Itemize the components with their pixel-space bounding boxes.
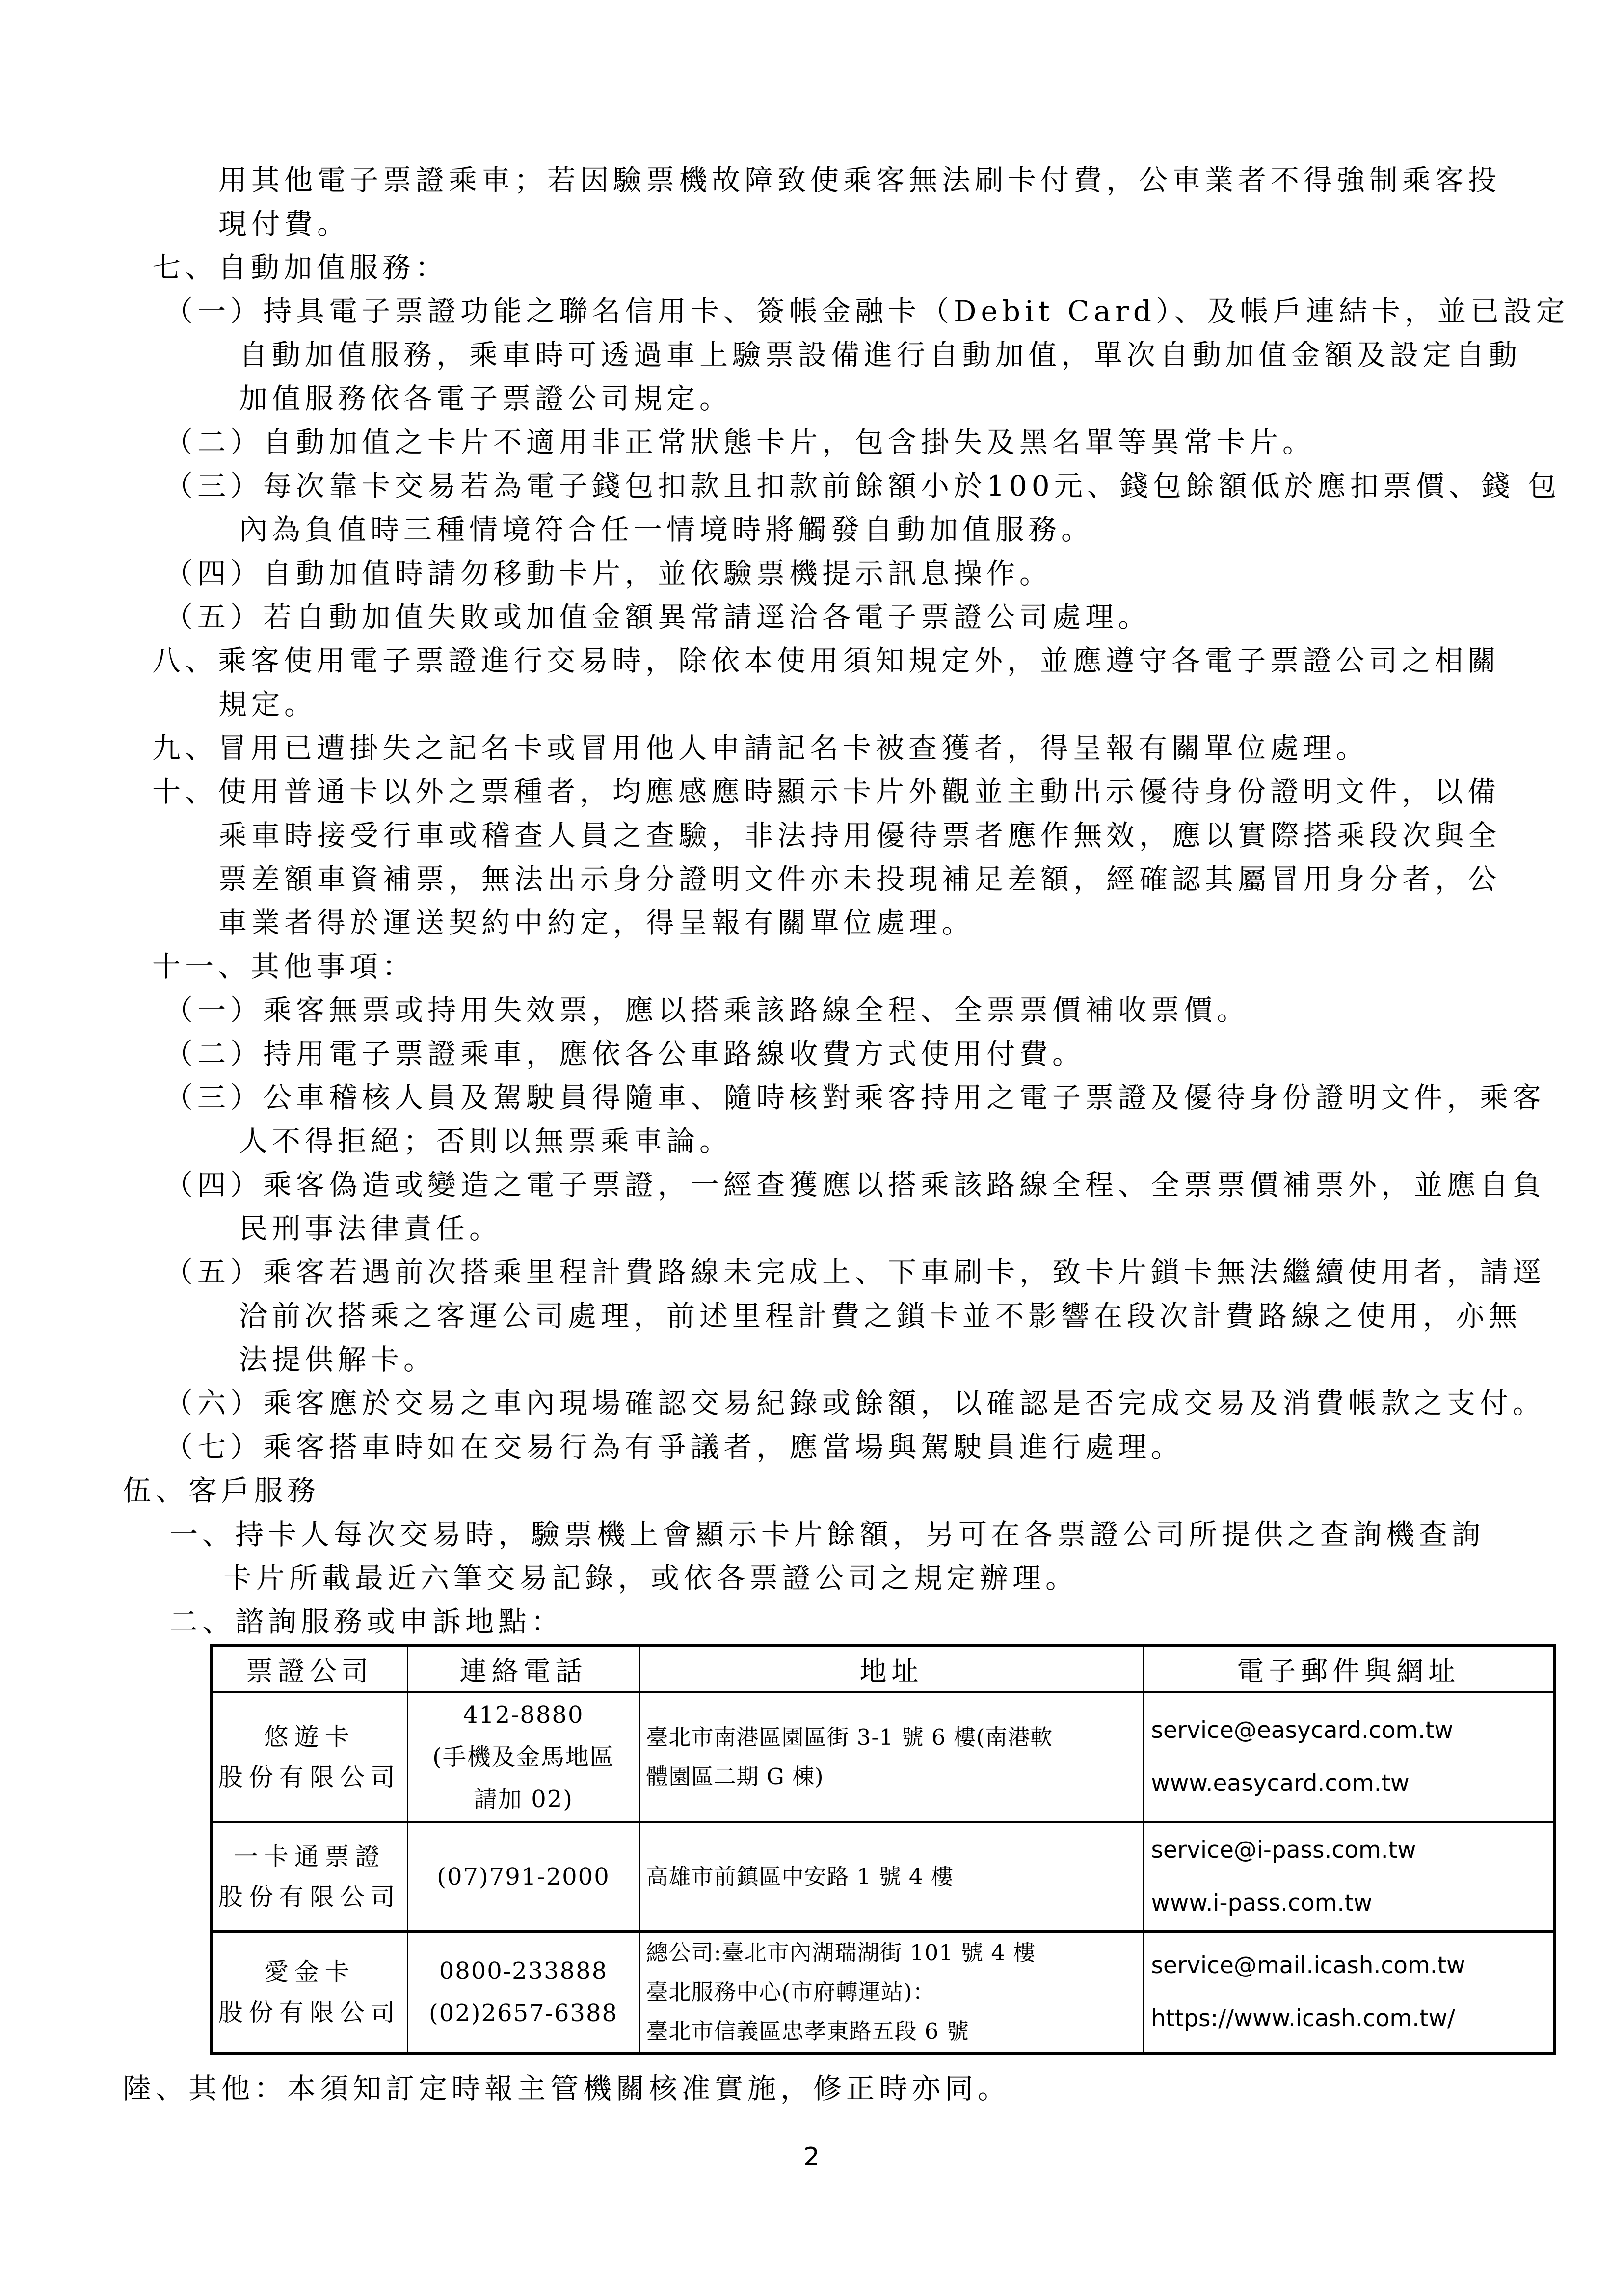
body-line: 一、持卡人每次交易時，驗票機上會顯示卡片餘額，另可在各票證公司所提供之查詢機查詢 [169,1518,1485,1551]
table-header-row [211,1645,1554,1692]
contact-table [210,1644,1556,2055]
cell-contacts [1144,1932,1554,2054]
body-line: 自動加值服務，乘車時可透過車上驗票設備進行自動加值，單次自動加值金額及設定自動 [239,338,1522,372]
page-number: 2 [803,2142,820,2172]
body-line: 民刑事法律責任。 [239,1212,503,1245]
body-line: 卡片所載最近六筆交易記錄，或依各票證公司之規定辦理。 [223,1561,1079,1595]
body-line: （二）自動加值之卡片不適用非正常狀態卡片，包含掛失及黑名單等異常卡片。 [164,426,1316,459]
body-line: （二）持用電子票證乘車，應依各公車路線收費方式使用付費。 [164,1037,1086,1070]
cell-address: 臺北市南港區園區街 3-1 號 6 樓(南港軟 體園區二期 G 棟) [639,1692,1144,1822]
email-text: service@easycard.com.tw [1151,1717,1453,1744]
cell-company: 悠遊卡 股份有限公司 [211,1692,407,1822]
body-line: （四）自動加值時請勿移動卡片，並依驗票機提示訊息操作。 [164,557,1053,590]
body-line: （一）持具電子票證功能之聯名信用卡、簽帳金融卡（Debit Card）、及帳戶連結卡，並已設定 [164,294,1570,328]
cell-contacts [1144,1822,1554,1932]
column-header-phone: 連絡電話 [407,1645,639,1692]
table-row [211,1822,1554,1932]
body-line: （一）乘客無票或持用失效票，應以搭乘該路線全程、全票票價補收票價。 [164,993,1250,1027]
table-row [211,1692,1554,1822]
url-text: https://www.icash.com.tw/ [1151,2005,1455,2032]
body-line: 車業者得於運送契約中約定，得呈報有關單位處理。 [218,906,975,939]
section-heading: 十一、其他事項： [152,950,416,983]
body-line: （五）乘客若遇前次搭乘里程計費路線未完成上、下車刷卡，致卡片鎖卡無法繼續使用者，請逕 [164,1255,1546,1289]
cell-contacts [1144,1692,1554,1822]
body-line: （三）公車稽核人員及駕駛員得隨車、隨時核對乘客持用之電子票證及優待身份證明文件，乘客 [164,1081,1546,1114]
section-heading: 七、自動加值服務： [152,251,449,284]
body-line: （四）乘客偽造或變造之電子票證，一經查獲應以搭乘該路線全程、全票票價補票外，並應自負 [164,1168,1546,1201]
column-header-address: 地址 [639,1645,1144,1692]
cell-phone: 412-8880 (手機及金馬地區 請加 02) [407,1692,639,1822]
cell-company: 一卡通票證 股份有限公司 [211,1822,407,1932]
body-line: （六）乘客應於交易之車內現場確認交易紀錄或餘額，以確認是否完成交易及消費帳款之支付。 [164,1387,1546,1420]
body-line: 法提供解卡。 [239,1343,437,1376]
body-line: 加值服務依各電子票證公司規定。 [239,382,733,415]
email-text: service@mail.icash.com.tw [1151,1952,1465,1979]
body-line: 乘車時接受行車或稽查人員之查驗，非法持用優待票者應作無效，應以實際搭乘段次與全 [218,819,1501,852]
body-line: 十、使用普通卡以外之票種者，均應感應時顯示卡片外觀並主動出示優待身份證明文件，以備 [152,775,1501,808]
body-line: （七）乘客搭車時如在交易行為有爭議者，應當場與駕駛員進行處理。 [164,1430,1184,1464]
table-row [211,1932,1554,2054]
body-line: 人不得拒絕；否則以無票乘車論。 [239,1124,733,1158]
body-line: 規定。 [218,688,318,721]
cell-phone: 0800-233888 (02)2657-6388 [407,1932,639,2054]
url-text: www.i-pass.com.tw [1151,1890,1373,1917]
body-line: 八、乘客使用電子票證進行交易時，除依本使用須知規定外，並應遵守各電子票證公司之相關 [152,644,1501,677]
body-line: 內為負值時三種情境符合任一情境時將觸發自動加值服務。 [239,513,1094,546]
body-line: （三）每次靠卡交易若為電子錢包扣款且扣款前餘額小於100元、錢包餘額低於應扣票價、錢 包 [164,469,1561,503]
cell-address: 總公司:臺北市內湖瑞湖街 101 號 4 樓 臺北服務中心(市府轉運站)： 臺北市信義區忠孝東路五段 6 號 [639,1932,1144,2054]
body-line: 九、冒用已遭掛失之記名卡或冒用他人申請記名卡被查獲者，得呈報有關單位處理。 [152,731,1369,765]
section-heading: 伍、客戶服務 [123,1474,320,1507]
cell-company: 愛金卡 股份有限公司 [211,1932,407,2054]
closing-line: 陸、其他：本須知訂定時報主管機關核准實施，修正時亦同。 [123,2072,1011,2105]
body-line: 用其他電子票證乘車；若因驗票機故障致使乘客無法刷卡付費，公車業者不得強制乘客投 [218,163,1501,197]
body-line: 洽前次搭乘之客運公司處理，前述里程計費之鎖卡並不影響在段次計費路線之使用，亦無 [239,1299,1522,1333]
cell-address: 高雄市前鎮區中安路 1 號 4 樓 [639,1822,1144,1932]
column-header-contacts: 電子郵件與網址 [1144,1645,1554,1692]
body-line: 二、諮詢服務或申訴地點： [169,1605,564,1638]
email-text: service@i-pass.com.tw [1151,1837,1416,1864]
body-line: 票差額車資補票，無法出示身分證明文件亦未投現補足差額，經確認其屬冒用身分者，公 [218,862,1501,896]
url-text: www.easycard.com.tw [1151,1770,1410,1797]
column-header-company: 票證公司 [211,1645,407,1692]
cell-phone: (07)791-2000 [407,1822,639,1932]
body-line: 現付費。 [218,207,350,240]
body-line: （五）若自動加值失敗或加值金額異常請逕洽各電子票證公司處理。 [164,600,1151,634]
